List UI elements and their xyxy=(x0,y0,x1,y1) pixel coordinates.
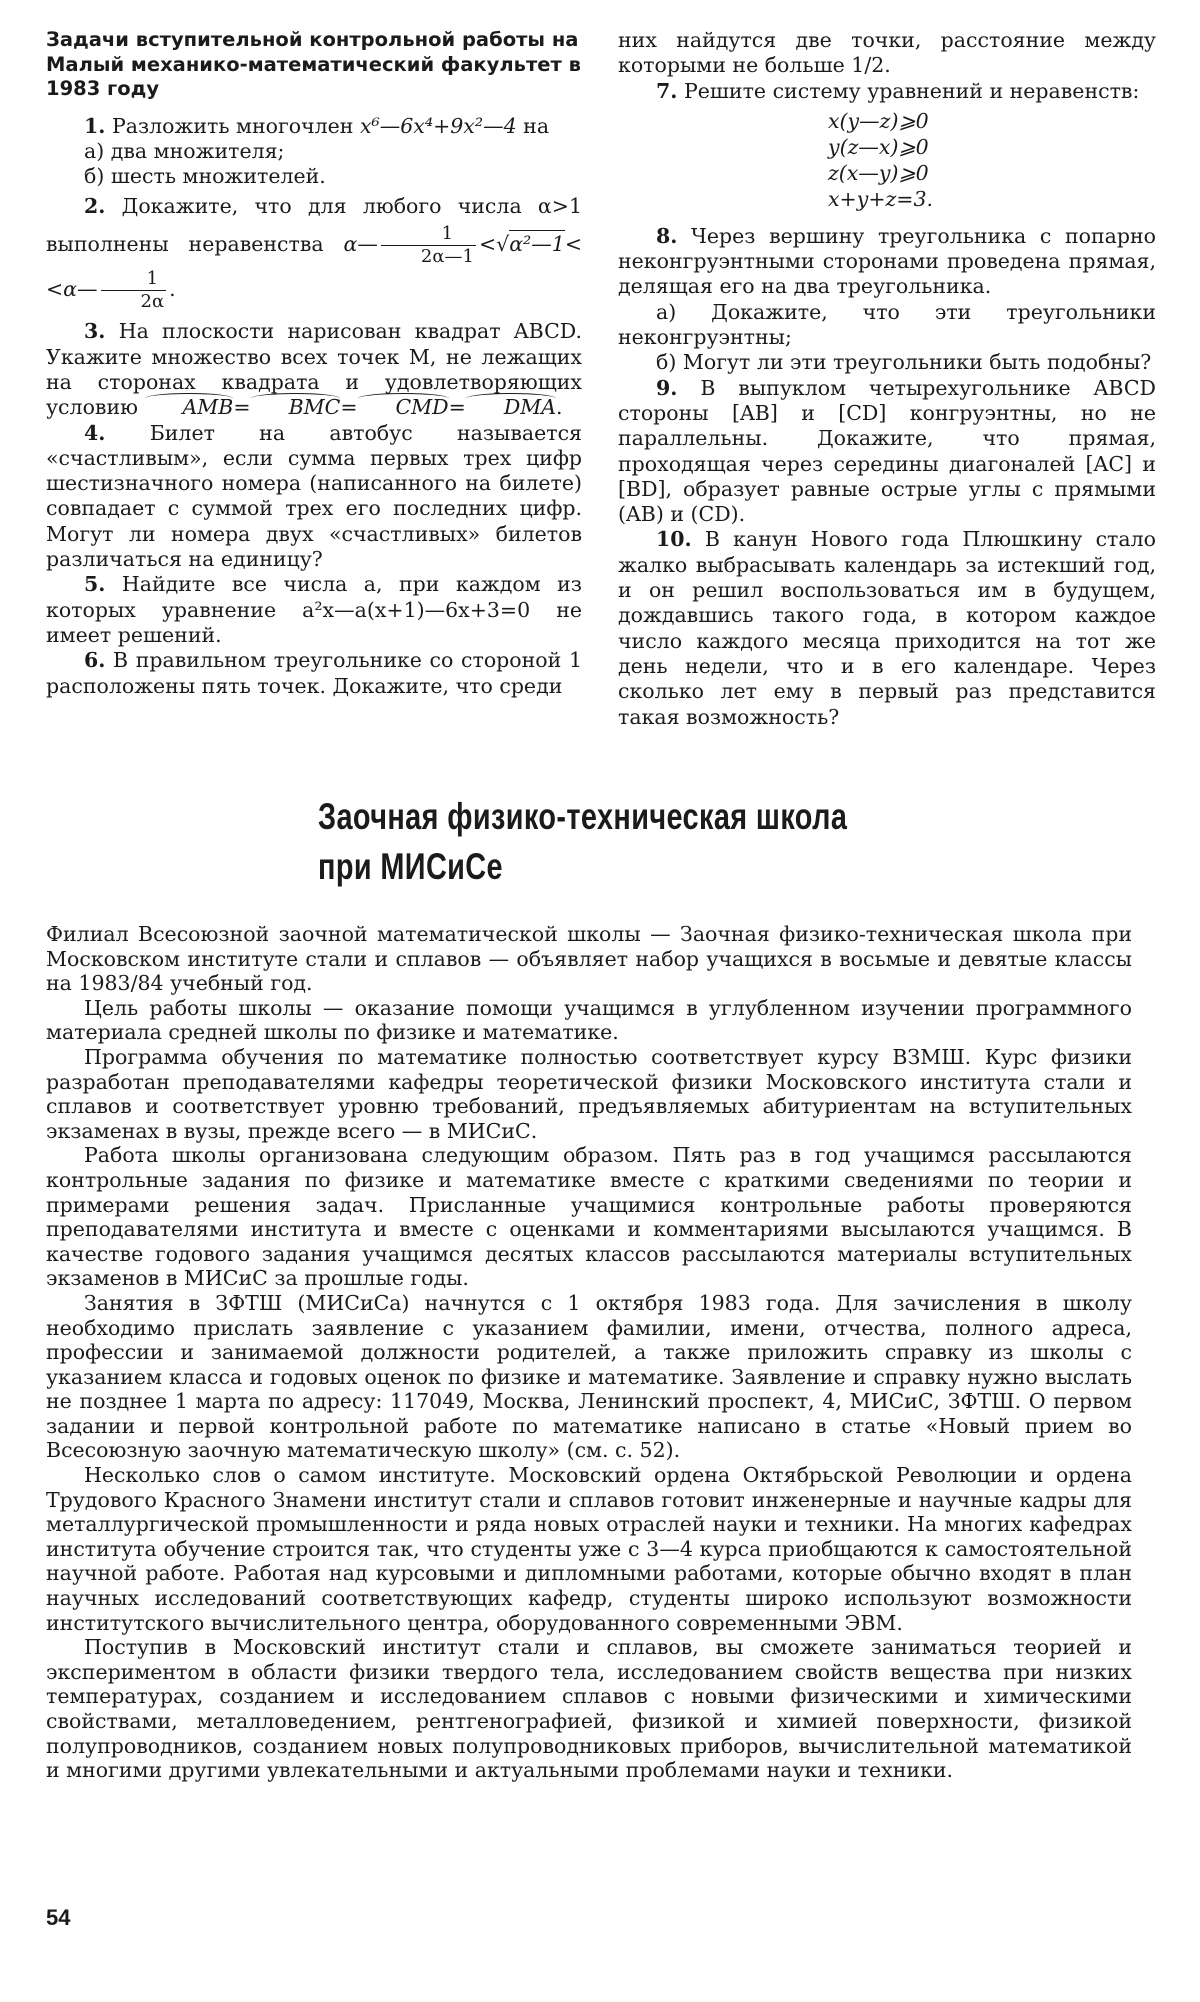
problem-number: 10. xyxy=(656,527,692,552)
problem-text: Билет на автобус называется «счастливым», если сумма первых трех цифр шестизначного номера (написанного на билете) совпадает с суммой трех его последних цифр. Могут ли номера двух «счастливых» билетов различаться на единицу? xyxy=(46,420,582,572)
problem-text: Разложить многочлен xyxy=(111,113,354,138)
problem-1 xyxy=(46,114,582,139)
problem-number: 7. xyxy=(656,78,678,103)
problem-8 xyxy=(618,224,1156,300)
body-paragraph: Поступив в Московский институт стали и сплавов, вы сможете заниматься теорией и экспериментом в области физики твердого тела, исследованием свойств вещества при низких температурах, созданием и исследованием сплавов с новыми физическими и химическими свойствами, металловедением, рентгенографией, физикой и химией поверхности, физикой полупроводников, созданием новых полупроводниковых приборов, вычислительной математикой и многими другими увлекательными и актуальными проблемами науки и техники. xyxy=(46,1635,1132,1783)
body-paragraph: Программа обучения по математике полностью соответствует курсу ВЗМШ. Курс физики разработан преподавателями кафедры теоретической физики Московского института стали и сплавов и соответствует уровню требований, предъявляемых абитуриентам на вступительных экзаменах в вузы, прежде всего — в МИСиС. xyxy=(46,1044,1132,1143)
problem-text: На плоскости нарисован квадрат ABCD. Укажите множество всех точек M, не лежащих на сторонах квадрата и удовлетворяющих условию xyxy=(46,319,582,420)
body-paragraph: Несколько слов о самом институте. Московский ордена Октябрьской Революции и ордена Трудового Красного Знамени институт стали и сплавов готовит инженерные и научные кадры для металлургической промышленности и ряда новых отраслей науки и техники. На многих кафедрах института обучение строится так, что студенты уже с 3—4 курса приобщаются к самостоятельной научной работе. Работая над курсовыми и дипломными работами, которые обычно входят в план научных исследований соответствующих кафедр, студенты широко используют возможности институтского вычислительного центра, оборудованного современными ЭВМ. xyxy=(46,1463,1132,1635)
system-line: z(x—y)⩾0 xyxy=(828,160,929,185)
problem-8-a: а) Докажите, что эти треугольники неконгруэнтны; xyxy=(618,299,1156,350)
end-period: . xyxy=(169,277,176,302)
body-paragraph: Работа школы организована следующим образом. Пять раз в год учащимся рассылаются контрольные задания по физике и математике вместе с краткими сведениями по теории и примерами решения задач. Присланные учащимися контрольные работы проверяются преподавателями института и вместе с оценками и комментариями высылаются учащимся. В качестве годового задания учащимся десятых классов рассылаются материалы вступительных экзаменов в МИСиС за прошлые годы. xyxy=(46,1143,1132,1291)
fraction xyxy=(381,223,476,268)
problem-text-tail: на xyxy=(523,113,550,138)
problem-number: 6. xyxy=(84,648,106,673)
problem-number: 1. xyxy=(84,113,106,138)
inequality-part: <α— xyxy=(46,277,98,302)
problem-3 xyxy=(46,319,582,420)
problem-4 xyxy=(46,421,582,573)
system-line: y(z—x)⩾0 xyxy=(828,134,929,159)
angle-bmc: BMC xyxy=(251,395,341,420)
polynomial: x⁶—6x⁴+9x²—4 xyxy=(359,113,517,138)
sqrt-expression: α²—1 xyxy=(509,232,565,257)
problem-number: 4. xyxy=(84,420,106,445)
problem-number: 5. xyxy=(84,572,106,597)
problem-2: 2. Докажите, что для любого числа α>1 выполнены неравенства α— $\frac{1}{2\alpha—1}$ <√α²—1< <α— $\frac{1}{2\alpha}$ . xyxy=(46,194,582,313)
problem-number: 8. xyxy=(656,223,678,248)
problem-10 xyxy=(618,527,1156,729)
system-line: x(y—z)⩾0 xyxy=(828,108,929,133)
end-period: . xyxy=(556,395,563,420)
problem-text: Решите систему уравнений и неравенств: xyxy=(683,78,1140,103)
problem-1-b: б) шесть множителей. xyxy=(84,164,326,189)
fraction xyxy=(101,268,167,313)
angle-amb: AMB xyxy=(145,395,234,420)
problem-9 xyxy=(618,376,1156,528)
angle-cmd: CMD xyxy=(358,395,449,420)
fraction-numerator: 1 xyxy=(381,223,476,246)
body-paragraph: Филиал Всесоюзной заочной математической школы — Заочная физико-техническая школа при Московском институте стали и сплавов — объявляет набор учащихся в восьмые и девятые классы на 1983/84 учебный год. xyxy=(46,922,1132,996)
problem-number: 3. xyxy=(84,319,106,344)
page-number: 54 xyxy=(46,1905,71,1930)
article-title-line-2: при МИСиСе xyxy=(318,846,503,887)
article-title xyxy=(318,792,942,892)
equation-system xyxy=(828,108,1156,212)
body-paragraph: Занятия в ЗФТШ (МИСиСа) начнутся с 1 октября 1983 года. Для зачисления в школу необходимо прислать заявление с указанием фамилии, имени, отчества, полного адреса, профессии и занимаемой должности родителей, а также приложить справку из школы с указанием класса и годовых оценок по физике и математике. Заявление и справку нужно выслать не позднее 1 марта по адресу: 117049, Москва, Ленинский проспект, 4, МИСиС, ЗФТШ. О первом задании и первой контрольной работе по математике написано в статье «Новый прием во Всесоюзную заочную математическую школу» (см. с. 52). xyxy=(46,1290,1132,1463)
equals-sign: = xyxy=(448,395,466,420)
problems-left-column xyxy=(46,28,582,699)
body-paragraph: Цель работы школы — оказание помощи учащимся в углубленном изучении программного материала средней школы по физике и математике. xyxy=(46,995,1132,1045)
problem-7 xyxy=(618,79,1156,104)
problem-8-b: б) Могут ли эти треугольники быть подобны? xyxy=(656,350,1152,375)
problem-text: В канун Нового года Плюшкину стало жалко выбрасывать календарь за истекший год, и он решил воспользоваться им в будущем, дождавшись такого года, в котором каждое число каждого месяца приходится на тот же день недели, что и в его календаре. Через сколько лет ему в первый раз представится такая возможность? xyxy=(618,527,1156,729)
problem-text: В выпуклом четырехугольнике ABCD стороны [AB] и [CD] конгруэнтны, но не параллельны. Докажите, что прямая, проходящая через середины диагоналей [AC] и [BD], образует равные острые углы с прямыми (AB) и (CD). xyxy=(618,375,1156,527)
problem-text: В правильном треугольнике со стороной 1 расположены пять точек. Докажите, что среди xyxy=(46,648,582,698)
problem-text: Найдите все числа a, при каждом из которых уравнение a²x—a(x+1)—6x+3=0 не имеет решений. xyxy=(46,572,582,647)
problem-number: 9. xyxy=(656,375,678,400)
problem-text: Через вершину треугольника с попарно неконгруэнтными сторонами проведена прямая, делящая его на два треугольника. xyxy=(618,223,1156,299)
problem-text: Докажите, что для любого числа α>1 выполнены неравенства xyxy=(46,194,582,257)
equals-sign: = xyxy=(233,395,251,420)
fraction-denominator: 2α xyxy=(140,291,165,313)
problems-heading: Задачи вступительной контрольной работы на Малый механико-математический факультет в 1983 году xyxy=(46,28,581,100)
article-body xyxy=(46,922,1132,1783)
problem-6 xyxy=(46,648,582,699)
angle-dma: DMA xyxy=(466,395,556,420)
problem-6-continued: них найдутся две точки, расстояние между которыми не больше 1/2. xyxy=(618,28,1156,78)
fraction-denominator: 2α—1 xyxy=(420,246,474,268)
problem-5 xyxy=(46,572,582,648)
problem-number: 2. xyxy=(84,194,106,219)
problem-1-a: а) два множителя; xyxy=(84,138,285,163)
inequality-part: α— xyxy=(343,232,378,257)
inequality-sign: < xyxy=(564,232,582,257)
article-title-line-1: Заочная физико-техническая школа xyxy=(318,796,848,837)
equals-sign: = xyxy=(340,395,358,420)
problems-right-column xyxy=(618,28,1156,730)
fraction-numerator: 1 xyxy=(101,268,167,291)
system-line: x+y+z=3. xyxy=(828,186,934,211)
inequality-sign: < xyxy=(478,232,497,257)
